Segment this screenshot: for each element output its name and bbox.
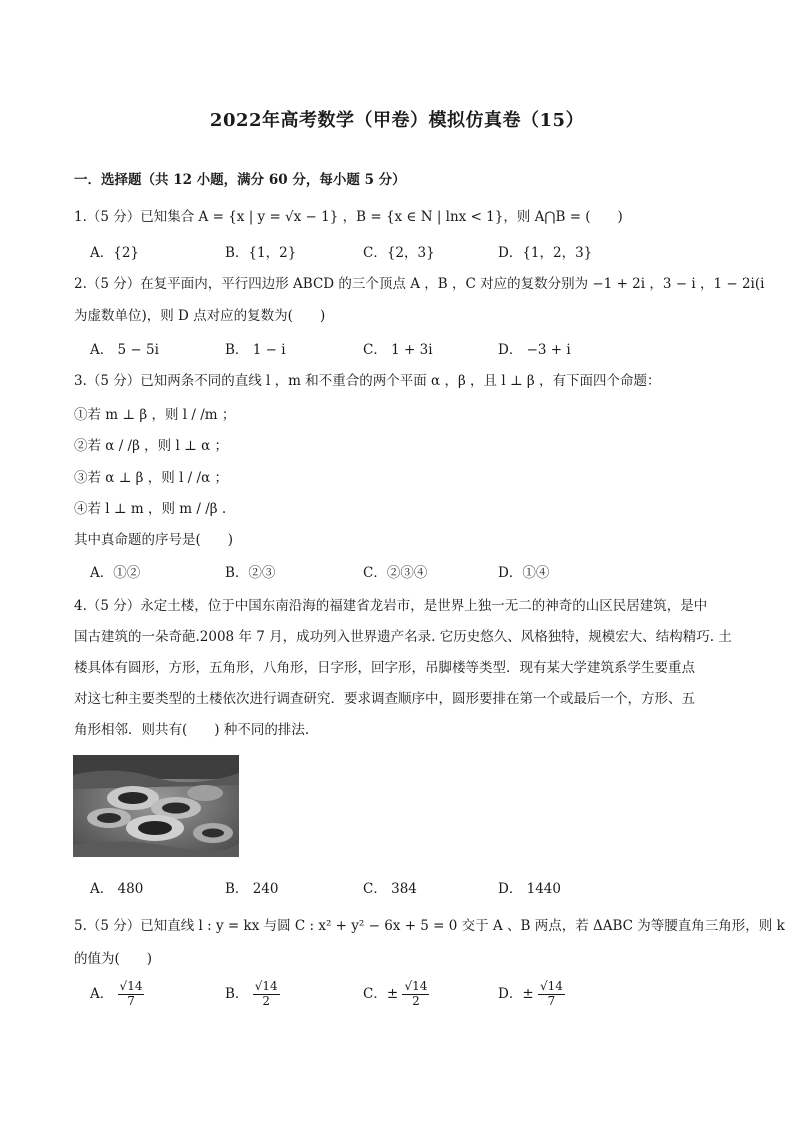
- question-4-line-5: 角形相邻．则共有( ) 种不同的排法.: [74, 722, 310, 738]
- question-5-option-c: [363, 980, 429, 1009]
- question-5-option-d-fraction: [538, 980, 565, 1009]
- question-2-line-2: 为虚数单位)，则 D 点对应的复数为( ): [74, 308, 326, 324]
- question-4-option-a: A． 480: [90, 881, 144, 897]
- question-2-option-b: B． 1 − i: [225, 342, 286, 358]
- question-5-option-d-sign: ±: [522, 985, 534, 1002]
- question-5-option-d-label: D．: [498, 985, 523, 1002]
- question-5-option-b-label: B．: [225, 985, 249, 1002]
- question-5-option-d-denominator: 7: [547, 993, 556, 1008]
- question-2-option-a: A． 5 − 5i: [90, 342, 159, 358]
- question-5-option-a-numerator: √14: [119, 979, 143, 993]
- question-2-option-c: C． 1 + 3i: [363, 342, 433, 358]
- question-4-line-3: 楼具体有圆形，方形，五角形，八角形，日字形，回字形，吊脚楼等类型．现有某大学建筑系学生要重点: [74, 660, 695, 676]
- question-4-line-4: 对这七种主要类型的土楼依次进行调查研究．要求调查顺序中，圆形要排在第一个或最后一个，方形、五: [74, 691, 695, 707]
- question-4-option-b: B． 240: [225, 881, 279, 897]
- question-5-option-c-label: C．: [363, 985, 387, 1002]
- question-4-line-1: 4.（5 分）永定土楼，位于中国东南沿海的福建省龙岩市，是世界上独一无二的神奇的山区民居建筑，是中: [74, 598, 708, 614]
- question-3-option-c: C．②③④: [363, 565, 428, 581]
- question-1-stem: 1.（5 分）已知集合 A = {x | y = √x − 1} ，B = {x ∈ N | lnx < 1}，则 A⋂B = ( ): [74, 209, 623, 225]
- question-5-option-d: [498, 980, 565, 1009]
- question-1-option-a: A．{2}: [90, 245, 140, 261]
- question-5-option-b: [225, 980, 280, 1009]
- question-1-option-d: D．{1，2，3}: [498, 245, 593, 261]
- question-3-option-b: B．②③: [225, 565, 276, 581]
- question-2-line-1: 2.（5 分）在复平面内，平行四边形 ABCD 的三个顶点 A ，B ，C 对应的复数分别为 −1 + 2i ，3 − i ，1 − 2i(i: [74, 276, 765, 292]
- question-4-option-c: C． 384: [363, 881, 417, 897]
- question-5-option-c-numerator: √14: [404, 979, 428, 993]
- question-5-line-2: 的值为( ): [74, 951, 153, 967]
- question-3-proposition-4: ④若 l ⊥ m ，则 m / /β .: [74, 501, 227, 517]
- question-5-option-b-numerator: √14: [254, 979, 278, 993]
- question-5-option-a-fraction: [118, 980, 145, 1009]
- question-5-option-a: [90, 980, 144, 1009]
- question-3-proposition-2: ②若 α / /β ，则 l ⊥ α ；: [74, 438, 228, 454]
- question-4-line-2: 国古建筑的一朵奇葩.2008 年 7 月，成功列入世界遗产名录. 它历史悠久、风格独特，规模宏大、结构精巧. 土: [74, 629, 732, 645]
- question-5-option-c-denominator: 2: [412, 993, 420, 1008]
- tulou-aerial-image: [73, 755, 239, 857]
- question-4-option-d: D． 1440: [498, 881, 561, 897]
- question-2-option-d: D． −3 + i: [498, 342, 571, 358]
- question-3-option-a: A．①②: [90, 565, 141, 581]
- question-1-option-c: C．{2，3}: [363, 245, 435, 261]
- question-1-option-b: B．{1，2}: [225, 245, 297, 261]
- question-5-option-b-denominator: 2: [262, 993, 270, 1008]
- question-3-stem: 3.（5 分）已知两条不同的直线 l ，m 和不重合的两个平面 α ，β ，且 l ⊥ β ，有下面四个命题：: [74, 373, 661, 389]
- question-5-line-1: 5.（5 分）已知直线 l : y = kx 与圆 C : x² + y² − 6x + 5 = 0 交于 A 、B 两点，若 ΔABC 为等腰直角三角形，则 k: [74, 918, 785, 934]
- question-5-option-a-label: A．: [90, 985, 114, 1002]
- question-3-option-d: D．①④: [498, 565, 550, 581]
- tulou-photo: [73, 755, 239, 857]
- question-5-option-b-fraction: [253, 980, 280, 1009]
- question-5-option-c-sign: ±: [386, 985, 399, 1002]
- question-5-option-d-numerator: √14: [539, 979, 563, 993]
- question-3-ask: 其中真命题的序号是( ): [74, 532, 234, 548]
- question-3-proposition-3: ③若 α ⊥ β ，则 l / /α ；: [74, 470, 228, 486]
- question-3-proposition-1: ①若 m ⊥ β ，则 l / /m ；: [74, 407, 236, 423]
- section-heading: 一．选择题（共 12 小题，满分 60 分，每小题 5 分）: [74, 172, 406, 188]
- question-5-option-c-fraction: [402, 980, 429, 1009]
- question-5-option-a-denominator: 7: [127, 993, 135, 1008]
- page-title: 2022年高考数学（甲卷）模拟仿真卷（15）: [209, 110, 585, 131]
